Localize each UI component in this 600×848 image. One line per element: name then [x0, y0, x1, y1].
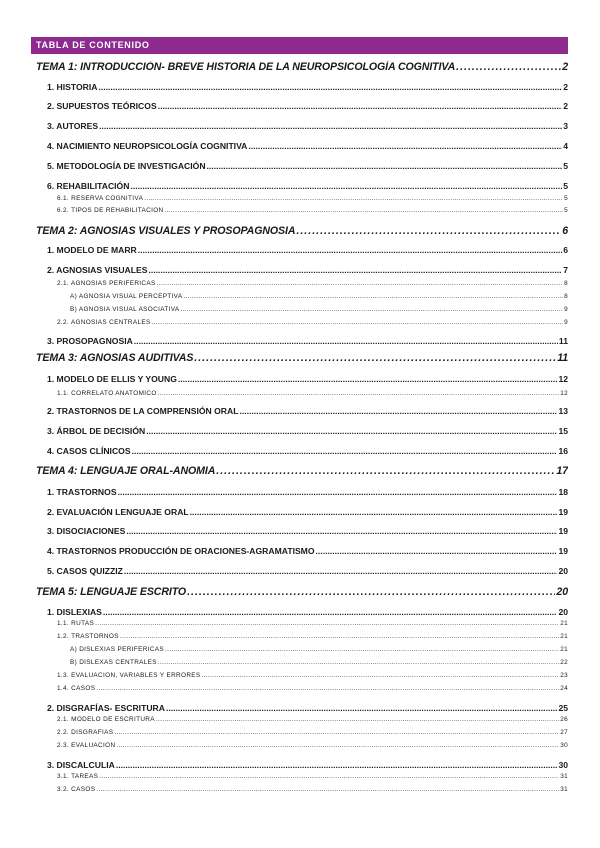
- toc-entry-page: 16: [558, 446, 568, 456]
- toc-entry-title: TEMA 2: AGNOSIAS VISUALES Y PROSOPAGNOSIA: [36, 225, 296, 237]
- toc-entry-page: 5: [564, 207, 568, 214]
- dot-leader: [239, 406, 557, 416]
- toc-entry-page: 2: [563, 101, 568, 111]
- toc-entry-title: 3.2. CASOS: [57, 786, 96, 793]
- toc-entry[interactable]: [0, 245, 568, 255]
- toc-entry[interactable]: [0, 507, 568, 517]
- dot-leader: [130, 181, 562, 191]
- toc-entry-title: 5. METODOLOGÍA DE INVESTIGACIÓN: [47, 161, 206, 171]
- toc-entry[interactable]: [0, 716, 568, 723]
- toc-entry-title: 2. SUPUESTOS TEÓRICOS: [47, 101, 157, 111]
- toc-entry[interactable]: [0, 586, 568, 598]
- toc-entry-title: 1.3. EVALUACIÓN, VARIABLES Y ERRORES: [57, 672, 201, 679]
- toc-entry[interactable]: [0, 703, 568, 713]
- toc-entry-title: 6.1. RESERVA COGNITIVA: [57, 195, 144, 202]
- dot-leader: [146, 426, 557, 436]
- toc-entry[interactable]: [0, 82, 568, 92]
- toc-entry-title: B) AGNOSIA VISUAL ASOCIATIVA: [70, 306, 180, 313]
- toc-entry-page: 20: [558, 607, 568, 617]
- dot-leader: [118, 487, 558, 497]
- toc-entry-title: 3. DISCALCULIA: [47, 760, 115, 770]
- dot-leader: [158, 101, 563, 111]
- toc-entry-page: 13: [558, 406, 568, 416]
- dot-leader: [156, 716, 559, 723]
- toc-entry-title: 2.3. EVALUACIÓN: [57, 742, 116, 749]
- toc-entry-page: 5: [564, 195, 568, 202]
- toc-entry-page: 25: [558, 703, 568, 713]
- toc-entry-page: 21: [560, 646, 568, 653]
- dot-leader: [144, 195, 563, 202]
- toc-entry[interactable]: [0, 465, 568, 477]
- toc-entry-page: 31: [560, 773, 568, 780]
- dot-leader: [99, 773, 559, 780]
- toc-entry-title: 1. MODELO DE ELLIS Y YOUNG: [47, 374, 177, 384]
- toc-entry[interactable]: [0, 659, 568, 666]
- toc-entry-page: 3: [563, 121, 568, 131]
- dot-leader: [152, 319, 563, 326]
- toc-entry[interactable]: [0, 633, 568, 640]
- toc-entry-title: 2.2. DISGRAFÍAS: [57, 729, 114, 736]
- dot-leader: [99, 121, 562, 131]
- dot-leader: [124, 566, 558, 576]
- toc-entry[interactable]: [0, 672, 568, 679]
- dot-leader: [116, 760, 558, 770]
- dot-leader: [134, 336, 558, 346]
- toc-entry-title: 1. TRASTORNOS: [47, 487, 117, 497]
- toc-entry-title: 3. DISOCIACIONES: [47, 526, 126, 536]
- dot-leader: [296, 225, 561, 237]
- dot-leader: [138, 245, 562, 255]
- toc-entry-page: 5: [563, 181, 568, 191]
- dot-leader: [96, 786, 559, 793]
- toc-entry[interactable]: [0, 446, 568, 456]
- toc-entry-title: TEMA 5: LENGUAJE ESCRITO: [36, 586, 187, 598]
- toc-entry[interactable]: [0, 101, 568, 111]
- toc-entry[interactable]: [0, 487, 568, 497]
- dot-leader: [114, 729, 559, 736]
- toc-entry-title: A) AGNOSIA VISUAL PERCEPTIVA: [70, 293, 183, 300]
- toc-entry-page: 19: [558, 526, 568, 536]
- toc-entry[interactable]: [0, 566, 568, 576]
- toc-entry[interactable]: [0, 319, 568, 326]
- toc-entry-title: TEMA 1: INTRODUCCIÓN- BREVE HISTORIA DE LA NEUROPSICOLOGÍA COGNITIVA: [36, 61, 456, 73]
- toc-entry-page: 12: [558, 374, 568, 384]
- dot-leader: [95, 620, 559, 627]
- toc-entry-title: 1.1. CORRELATO ANATÓMICO: [57, 390, 157, 397]
- dot-leader: [202, 672, 560, 679]
- toc-entry-page: 21: [560, 620, 568, 627]
- dot-leader: [98, 82, 562, 92]
- toc-entry-title: 6. REHABILITACIÓN: [47, 181, 130, 191]
- toc-entry-page: 5: [563, 161, 568, 171]
- toc-entry-page: 12: [560, 390, 568, 397]
- toc-entry-title: B) DISLEXAS CENTRALES: [70, 659, 157, 666]
- toc-entry[interactable]: [0, 265, 568, 275]
- dot-leader: [158, 390, 560, 397]
- toc-header: TABLA DE CONTENIDO: [31, 37, 568, 54]
- toc-entry-title: TEMA 3: AGNOSIAS AUDITIVAS: [36, 352, 194, 364]
- toc-entry[interactable]: [0, 546, 568, 556]
- toc-entry-page: 2: [562, 61, 568, 73]
- toc-entry-title: 3. ÁRBOL DE DECISIÓN: [47, 426, 146, 436]
- dot-leader: [456, 61, 561, 73]
- toc-entry[interactable]: [0, 786, 568, 793]
- toc-entry-page: 31: [560, 786, 568, 793]
- dot-leader: [190, 507, 558, 517]
- toc-entry-page: 2: [563, 82, 568, 92]
- toc-entry[interactable]: [0, 426, 568, 436]
- dot-leader: [157, 280, 563, 287]
- toc-entry-page: 9: [564, 319, 568, 326]
- dot-leader: [180, 306, 563, 313]
- dot-leader: [165, 207, 564, 214]
- toc-entry-page: 6: [563, 245, 568, 255]
- dot-leader: [216, 465, 555, 477]
- toc-entry-title: 2. DISGRAFÍAS- ESCRITURA: [47, 703, 165, 713]
- toc-entry-title: 5. CASOS QUIZZIZ: [47, 566, 123, 576]
- toc-entry-title: 1. HISTORIA: [47, 82, 98, 92]
- toc-entry-title: 1.2. TRASTORNOS: [57, 633, 119, 640]
- toc-entry[interactable]: [0, 336, 568, 346]
- toc-entry[interactable]: [0, 161, 568, 171]
- toc-entry-page: 8: [564, 293, 568, 300]
- toc-entry[interactable]: [0, 225, 568, 237]
- toc-entry-title: 4. TRASTORNOS PRODUCCIÓN DE ORACIONES-AGRAMATISMO: [47, 546, 315, 556]
- dot-leader: [187, 586, 555, 598]
- toc-entry[interactable]: [0, 607, 568, 617]
- toc-entry[interactable]: [0, 742, 568, 749]
- toc-entry-page: 7: [563, 265, 568, 275]
- toc-entry-page: 6: [562, 225, 568, 237]
- dot-leader: [120, 633, 559, 640]
- toc-entry-page: 26: [560, 716, 568, 723]
- toc-entry-title: 1. DISLEXIAS: [47, 607, 102, 617]
- toc-entry-page: 19: [558, 546, 568, 556]
- toc-entry[interactable]: [0, 121, 568, 131]
- dot-leader: [96, 685, 559, 692]
- toc-entry-page: 20: [558, 566, 568, 576]
- dot-leader: [316, 546, 558, 556]
- toc-entry-page: 21: [560, 633, 568, 640]
- dot-leader: [158, 659, 559, 666]
- toc-entry[interactable]: [0, 352, 568, 364]
- toc-entry-title: 3.1. TAREAS: [57, 773, 99, 780]
- toc-entry[interactable]: [0, 620, 568, 627]
- toc-entry-page: 20: [556, 586, 568, 598]
- toc-entry-page: 23: [560, 672, 568, 679]
- toc-entry[interactable]: [0, 280, 568, 287]
- toc-entry-title: 2. EVALUACIÓN LENGUAJE ORAL: [47, 507, 189, 517]
- toc-entry[interactable]: [0, 406, 568, 416]
- toc-entry-page: 11: [558, 336, 568, 346]
- dot-leader: [166, 703, 558, 713]
- dot-leader: [178, 374, 558, 384]
- dot-leader: [248, 141, 562, 151]
- toc-entry-title: 2. TRASTORNOS DE LA COMPRENSIÓN ORAL: [47, 406, 239, 416]
- toc-entry[interactable]: [0, 390, 568, 397]
- dot-leader: [116, 742, 559, 749]
- toc-entry[interactable]: [0, 760, 568, 770]
- toc-entry[interactable]: [0, 685, 568, 692]
- toc-entry-title: 4. CASOS CLÍNICOS: [47, 446, 131, 456]
- toc-entry-page: 30: [560, 742, 568, 749]
- toc-entry-page: 27: [560, 729, 568, 736]
- toc-entry-title: 1. MODELO DE MARR: [47, 245, 137, 255]
- toc-entry-page: 11: [557, 352, 568, 364]
- dot-leader: [103, 607, 558, 617]
- dot-leader: [207, 161, 563, 171]
- toc-entry-page: 19: [558, 507, 568, 517]
- toc-entry[interactable]: [0, 207, 568, 214]
- toc-entry-title: 1.4. CASOS: [57, 685, 96, 692]
- toc-entry-title: 3. AUTORES: [47, 121, 99, 131]
- toc-entry[interactable]: [0, 141, 568, 151]
- dot-leader: [126, 526, 557, 536]
- dot-leader: [194, 352, 556, 364]
- dot-leader: [132, 446, 558, 456]
- toc-entry[interactable]: [0, 729, 568, 736]
- toc-entry-page: 8: [564, 280, 568, 287]
- toc-entry-page: 18: [558, 487, 568, 497]
- dot-leader: [148, 265, 562, 275]
- toc-entry-title: 2.1. MODELO DE ESCRITURA: [57, 716, 155, 723]
- toc-entry-page: 22: [560, 659, 568, 666]
- toc-entry[interactable]: [0, 61, 568, 73]
- toc-entry-title: 1.1. RUTAS: [57, 620, 95, 627]
- toc-entry-page: 9: [564, 306, 568, 313]
- toc-entry[interactable]: [0, 374, 568, 384]
- toc-entry[interactable]: [0, 773, 568, 780]
- toc-entry-page: 4: [563, 141, 568, 151]
- toc-entry[interactable]: [0, 646, 568, 653]
- toc-entry-title: 2. AGNOSIAS VISUALES: [47, 265, 148, 275]
- dot-leader: [183, 293, 563, 300]
- toc-entry-title: TEMA 4: LENGUAJE ORAL-ANOMIA: [36, 465, 216, 477]
- toc-entry-title: 2.2. AGNOSIAS CENTRALES: [57, 319, 151, 326]
- toc-entry[interactable]: [0, 181, 568, 191]
- toc-entry-page: 24: [560, 685, 568, 692]
- toc-entry-page: 17: [556, 465, 568, 477]
- toc-entry-title: 4. NACIMIENTO NEUROPSICOLOGÍA COGNITIVA: [47, 141, 248, 151]
- toc-entry-page: 30: [558, 760, 568, 770]
- toc-entry[interactable]: [0, 526, 568, 536]
- toc-entry[interactable]: [0, 306, 568, 313]
- toc-entry-page: 15: [558, 426, 568, 436]
- toc-entry-title: A) DISLEXIAS PERIFÉRICAS: [70, 646, 164, 653]
- toc-entry[interactable]: [0, 195, 568, 202]
- toc-entry-title: 3. PROSOPAGNOSIA: [47, 336, 133, 346]
- toc-entry-title: 2.1. AGNOSIAS PERIFÉRICAS: [57, 280, 156, 287]
- toc-entry[interactable]: [0, 293, 568, 300]
- dot-leader: [165, 646, 559, 653]
- toc-entry-title: 6.2. TIPOS DE REHABILITACIÓN: [57, 207, 164, 214]
